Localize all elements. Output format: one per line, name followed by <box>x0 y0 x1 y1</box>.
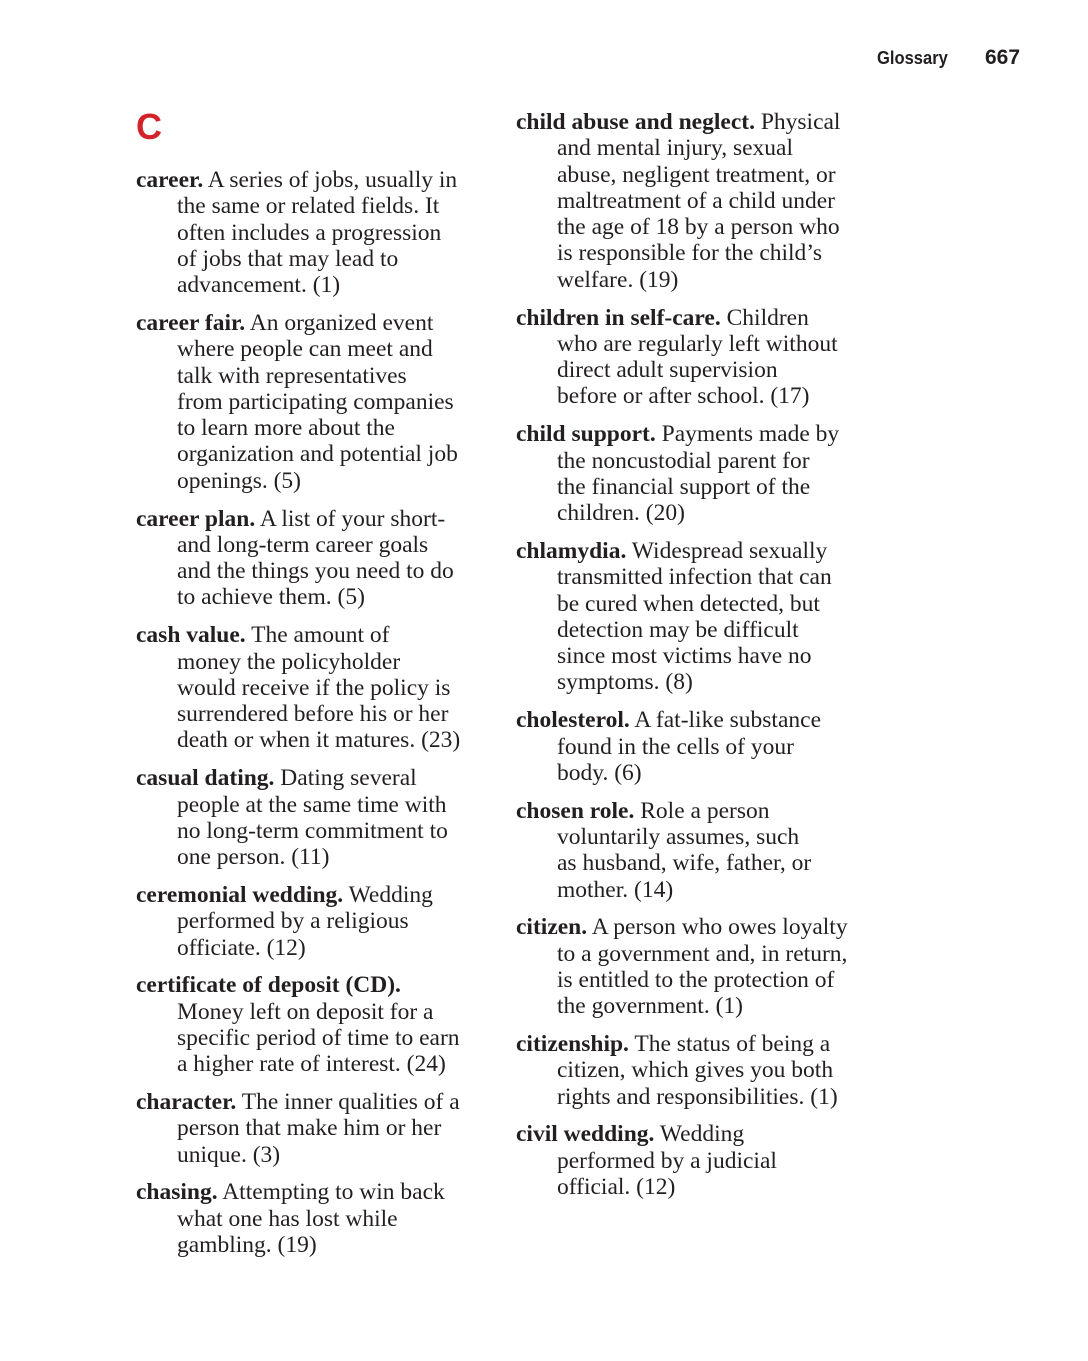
definition-line: abuse, negligent treatment, or <box>557 161 836 188</box>
entry-first-line <box>136 882 516 908</box>
definition-text: An organized event <box>245 309 434 336</box>
definition-line: and the things you need to do <box>177 558 454 585</box>
glossary-term: ceremonial wedding. <box>136 881 344 908</box>
definition-line: performed by a religious <box>177 908 409 935</box>
glossary-entry <box>136 622 516 753</box>
entry-first-line <box>516 305 896 331</box>
glossary-entry <box>136 1179 516 1258</box>
entry-first-line <box>516 1031 896 1057</box>
section-letter: C <box>136 106 162 147</box>
definition-line: detection may be difficult <box>557 616 799 643</box>
definition-line: Money left on deposit for a <box>177 998 434 1025</box>
glossary-entry <box>516 109 896 293</box>
glossary-entry <box>136 310 516 494</box>
definition-line: welfare. (19) <box>557 266 679 293</box>
glossary-entry <box>136 506 516 611</box>
definition-line: performed by a judicial <box>557 1147 777 1174</box>
definition-line: symptoms. (8) <box>557 669 693 696</box>
definition-text: Physical <box>754 109 841 135</box>
definition-line: be cured when detected, but <box>557 590 820 617</box>
definition-line: what one has lost while <box>177 1205 398 1232</box>
definition-line: a higher rate of interest. (24) <box>177 1051 446 1078</box>
glossary-term: chosen role. <box>516 797 635 824</box>
glossary-term: child support. <box>516 421 656 448</box>
definition-line: specific period of time to earn <box>177 1024 460 1051</box>
definition-line: is entitled to the protection of <box>557 966 835 993</box>
definition-line: the financial support of the <box>557 473 811 500</box>
definition-line: before or after school. (17) <box>557 383 810 410</box>
definition-text: A fat-like substance <box>629 707 821 734</box>
glossary-term: chasing. <box>136 1179 218 1206</box>
glossary-term: certificate of deposit (CD). <box>136 972 401 999</box>
definition-text: Wedding <box>343 881 433 908</box>
definition-line: to learn more about the <box>177 415 395 442</box>
glossary-entry <box>516 914 896 1019</box>
glossary-term: casual dating. <box>136 765 275 792</box>
definition-text: The status of being a <box>628 1031 831 1057</box>
definition-text: The amount of <box>245 622 390 649</box>
definition-line: no long-term commitment to <box>177 817 448 844</box>
entry-first-line <box>516 1121 896 1147</box>
glossary-entry <box>516 305 896 410</box>
definition-line: unique. (3) <box>177 1141 281 1168</box>
glossary-term: civil wedding. <box>516 1121 655 1148</box>
glossary-entry <box>516 421 896 526</box>
definition-line: advancement. (1) <box>177 272 341 299</box>
glossary-term: children in self-care. <box>516 304 721 331</box>
entry-first-line <box>136 1089 516 1115</box>
definition-line: one person. (11) <box>177 844 330 871</box>
definition-line: surrendered before his or her <box>177 701 449 728</box>
page-number: 667 <box>985 46 1021 69</box>
entry-first-line <box>516 707 896 733</box>
definition-text: A list of your short- <box>255 505 446 532</box>
glossary-term: cholesterol. <box>516 707 630 734</box>
glossary-term: career. <box>136 167 204 193</box>
entry-first-line <box>136 167 516 193</box>
definition-text: Payments made by <box>655 421 840 448</box>
entry-first-line <box>136 1179 516 1205</box>
entry-first-line <box>516 914 896 940</box>
entry-first-line <box>516 538 896 564</box>
glossary-entry <box>136 1089 516 1168</box>
definition-line: rights and responsibilities. (1) <box>557 1083 838 1110</box>
definition-line: money the policyholder <box>177 648 401 675</box>
definition-line: children. (20) <box>557 500 685 527</box>
definition-line: the noncustodial parent for <box>557 447 810 474</box>
glossary-term: cash value. <box>136 622 246 649</box>
definition-line: the government. (1) <box>557 993 743 1020</box>
definition-line: official. (12) <box>557 1173 676 1200</box>
definition-line: to achieve them. (5) <box>177 584 365 611</box>
definition-line: citizen, which gives you both <box>557 1057 834 1084</box>
definition-text: Children <box>720 304 809 331</box>
entry-first-line <box>516 109 896 135</box>
section-title: Glossary <box>877 48 948 68</box>
definition-line: as husband, wife, father, or <box>557 850 812 877</box>
definition-line: maltreatment of a child under <box>557 187 835 214</box>
glossary-column-left <box>136 167 516 1270</box>
definition-text: The inner qualities of a <box>236 1089 460 1115</box>
definition-line: and mental injury, sexual <box>557 135 794 162</box>
definition-line: of jobs that may lead to <box>177 245 399 272</box>
glossary-entry <box>516 1031 896 1110</box>
entry-first-line <box>516 421 896 447</box>
running-header <box>0 46 1088 76</box>
definition-line: organization and potential job <box>177 441 458 468</box>
definition-text: Role a person <box>634 797 770 824</box>
definition-line: is responsible for the child’s <box>557 240 822 267</box>
glossary-entry <box>136 882 516 961</box>
definition-line: death or when it matures. (23) <box>177 727 461 754</box>
definition-line: openings. (5) <box>177 467 302 494</box>
definition-line: officiate. (12) <box>177 934 306 961</box>
definition-line: and long-term career goals <box>177 531 429 558</box>
glossary-entry <box>516 538 896 696</box>
definition-line: to a government and, in return, <box>557 940 848 967</box>
definition-line: where people can meet and <box>177 336 433 363</box>
glossary-entry <box>136 972 516 1077</box>
definition-line: would receive if the policy is <box>177 674 451 701</box>
entry-first-line <box>136 506 516 532</box>
definition-line: transmitted infection that can <box>557 564 832 591</box>
entry-first-line <box>136 765 516 791</box>
definition-text: A series of jobs, usually in <box>203 167 458 193</box>
glossary-term: child abuse and neglect. <box>516 109 755 135</box>
entry-first-line <box>516 798 896 824</box>
entry-first-line <box>136 622 516 648</box>
entry-first-line <box>136 310 516 336</box>
glossary-entry <box>516 707 896 786</box>
glossary-entry <box>516 798 896 903</box>
definition-line: voluntarily assumes, such <box>557 823 800 850</box>
definition-text: Attempting to win back <box>217 1179 445 1206</box>
definition-line: who are regularly left without <box>557 330 838 357</box>
definition-line: talk with representatives <box>177 362 407 389</box>
glossary-term: citizen. <box>516 914 588 941</box>
definition-line: from participating companies <box>177 388 454 415</box>
definition-text: Wedding <box>654 1121 745 1148</box>
definition-line: often includes a progression <box>177 219 442 246</box>
definition-text: Dating several <box>274 765 417 792</box>
definition-line: gambling. (19) <box>177 1231 317 1258</box>
definition-line: mother. (14) <box>557 876 674 903</box>
glossary-entry <box>136 765 516 870</box>
glossary-entry <box>516 1121 896 1200</box>
glossary-term: character. <box>136 1089 237 1115</box>
glossary-entry <box>136 167 516 298</box>
definition-line: since most victims have no <box>557 643 812 670</box>
definition-line: people at the same time with <box>177 791 447 818</box>
definition-text: Widespread sexually <box>626 537 828 564</box>
glossary-column-right <box>516 109 896 1212</box>
glossary-term: career fair. <box>136 309 246 336</box>
definition-line: the age of 18 by a person who <box>557 214 840 241</box>
definition-text: A person who owes loyalty <box>587 914 848 941</box>
glossary-term: citizenship. <box>516 1031 629 1057</box>
glossary-term: chlamydia. <box>516 537 627 564</box>
definition-line: direct adult supervision <box>557 357 778 384</box>
definition-line: person that make him or her <box>177 1115 442 1142</box>
definition-line: the same or related fields. It <box>177 193 440 220</box>
glossary-term: career plan. <box>136 505 256 532</box>
definition-line: found in the cells of your <box>557 733 794 760</box>
entry-first-line <box>136 972 516 998</box>
definition-line: body. (6) <box>557 759 642 786</box>
